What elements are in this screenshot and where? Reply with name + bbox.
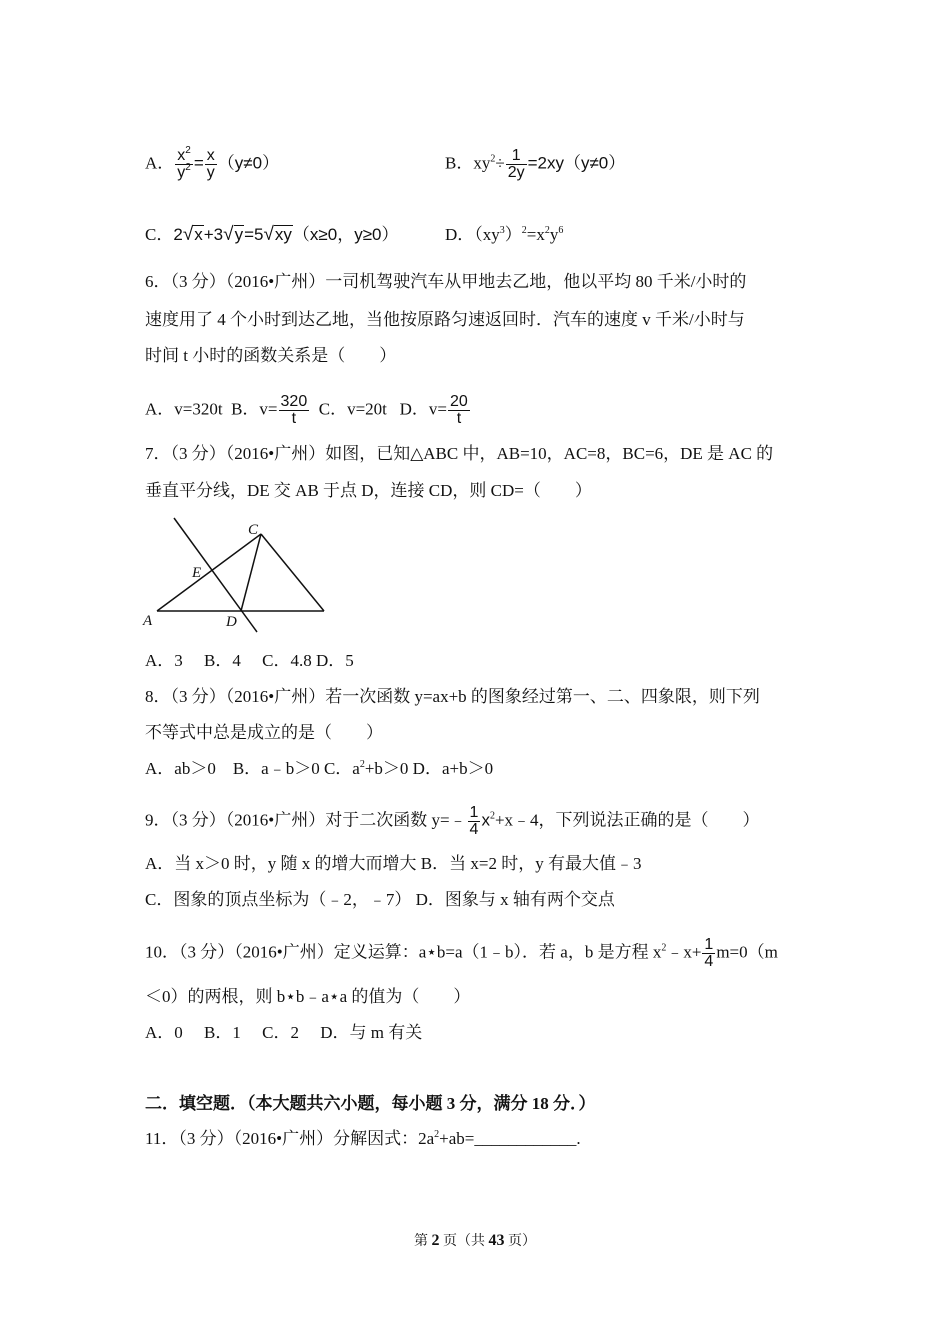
q8-line-2: 不等式中总是成立的是（ ） xyxy=(145,723,383,742)
q10-line-2: ＜0）的两根，则 b⋆b﹣a⋆a 的值为（ ） xyxy=(145,987,471,1006)
q7-line-1: 7．（3 分）（2016•广州）如图，已知△ABC 中，AB=10，AC=8，BC=6，DE 是 AC 的 xyxy=(145,444,774,463)
triangle-side-bc xyxy=(261,534,324,611)
q5-option-c: C．2√x+3√y=5√xy（x≥0，y≥0） xyxy=(145,224,399,245)
triangle-side-ac xyxy=(157,534,261,611)
perpendicular-bisector-de xyxy=(174,518,257,632)
q5-b-fraction: $\frac{1}{2y}$ xyxy=(507,147,525,181)
q5-option-d: D．$(xy^3)^2=x^2y^6$ xyxy=(445,225,564,244)
q9-fraction: $\frac{1}{4}$ xyxy=(469,804,479,838)
q5-a-fraction-left: $\frac{x^2}{y^2}$ xyxy=(177,145,191,181)
label-point-d: D xyxy=(226,614,237,630)
q5-option-b: B．$xy^2\div$ $\frac{1}{2y}$ =2xy（y≠0） xyxy=(445,147,626,181)
q11-answer-blank: ____________ xyxy=(474,1129,577,1148)
q5-option-a: A． $\frac{x^2}{y^2}$ = $\frac{x}{y}$ （y≠0） xyxy=(145,145,280,181)
label-point-e: E xyxy=(192,565,202,581)
q8-line-1: 8．（3 分）（2016•广州）若一次函数 y=ax+b 的图象经过第一、二、四象限，则下列 xyxy=(145,687,760,706)
label-vertex-a: A xyxy=(143,613,153,629)
q6-line-3: 时间 t 小时的函数关系是（ ） xyxy=(145,346,397,365)
q10-options: A．0 B．1 C．2 D．与 m 有关 xyxy=(145,1023,423,1042)
current-page-number: 2 xyxy=(431,1232,440,1249)
section-fill-in-heading: 二．填空题．（本大题共六小题，每小题 3 分，满分 18 分．） xyxy=(145,1094,596,1113)
page-footer: 第 2 页（共 43 页） xyxy=(414,1232,536,1249)
label-vertex-c: C xyxy=(248,522,259,538)
segment-cd xyxy=(241,534,261,611)
q5-a-fraction-right: $\frac{x}{y}$ xyxy=(206,147,215,181)
q11-line: 11．（3 分）（2016•广州）分解因式：$2a^2+ab=\_\_\_\_\_\_\_\_\_\_\_\_$. xyxy=(145,1129,581,1148)
q6-line-1: 6．（3 分）（2016•广州）一司机驾驶汽车从甲地去乙地，他以平均 80 千米/小时的 xyxy=(145,272,747,291)
q6-line-2: 速度用了 4 个小时到达乙地，当他按原路匀速返回时．汽车的速度 v 千米/小时与 xyxy=(145,310,745,329)
q10-line-1: 10．（3 分）（2016•广州）定义运算：a⋆b=a（1﹣b）．若 a，b 是方程 $x^2﹣x+$ $\frac{1}{4}$ m=0（m xyxy=(145,936,778,970)
q9-options-1: A．当 x＞0 时，y 随 x 的增大而增大 B．当 x=2 时，y 有最大值﹣3 xyxy=(145,854,642,873)
q9-stem: 9．（3 分）（2016•广州）对于二次函数 y=﹣ $\frac{1}{4}$ $x^2+x﹣4$，下列说法正确的是（ ） xyxy=(145,804,760,838)
q6-b-fraction: $\frac{320}{t}$ xyxy=(280,393,308,427)
q9-options-2: C．图象的顶点坐标为（﹣2，﹣7） D．图象与 x 轴有两个交点 xyxy=(145,890,615,909)
q10-fraction: $\frac{1}{4}$ xyxy=(704,936,714,970)
total-pages: 43 xyxy=(488,1232,505,1249)
q6-d-fraction: $\frac{20}{t}$ xyxy=(450,393,468,427)
q7-triangle-figure xyxy=(140,515,340,640)
q6-options: A．v=320t B．v= $\frac{320}{t}$ C．v=20t D．v= $\frac{20}{t}$ xyxy=(145,393,468,427)
q7-options: A．3 B．4 C．4.8 D．5 xyxy=(145,651,354,670)
q7-line-2: 垂直平分线，DE 交 AB 于点 D，连接 CD，则 CD=（ ） xyxy=(145,481,592,500)
q8-options: A．ab＞0 B．a﹣b＞0 C．$a^2+b>0$ D．a+b＞0 xyxy=(145,759,494,778)
